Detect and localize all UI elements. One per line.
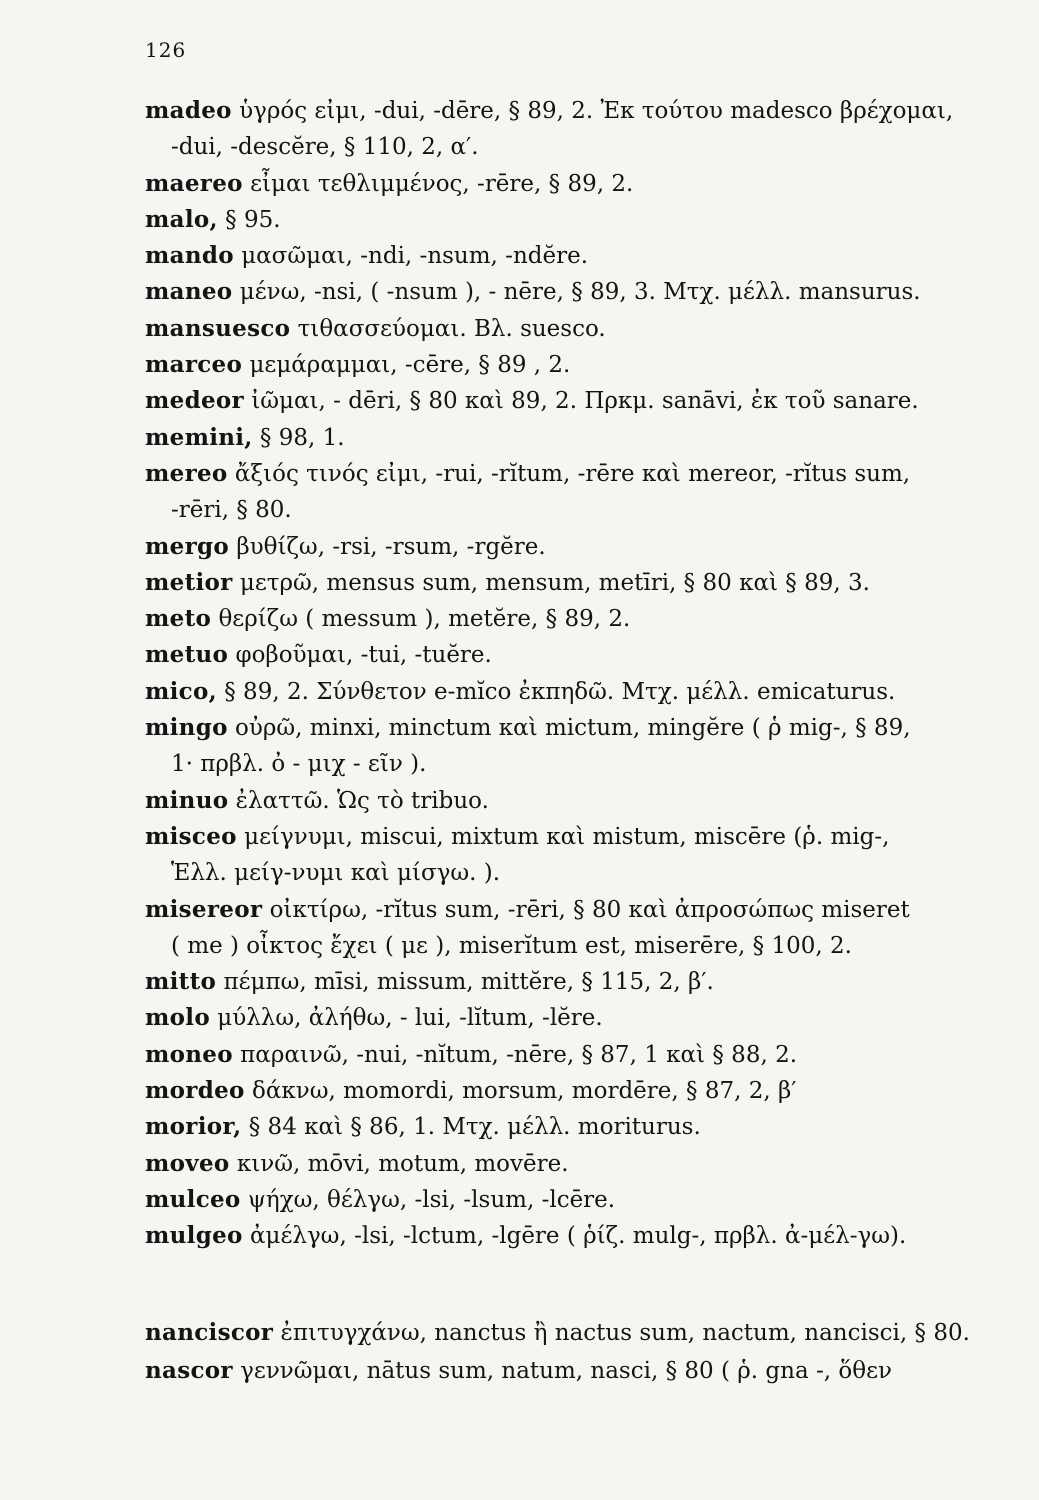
dictionary-entry: [145, 892, 1005, 928]
dictionary-entry: [145, 274, 1005, 310]
dictionary-entry: [145, 710, 1005, 746]
dictionary-entry: [145, 1315, 1005, 1351]
entry-headword: morior,: [145, 1113, 242, 1141]
dictionary-entry: [145, 202, 1005, 238]
entry-headword: mitto: [145, 968, 217, 996]
entry-definition: γεννῶμαι, nātus sum, natum, nasci, § 80 ( ῥ. gna -, ὅθεν: [232, 1357, 892, 1384]
entry-definition: πέμπω, mīsi, missum, mittĕre, § 115, 2, β′.: [216, 969, 714, 996]
entry-definition: ἐπιτυγχάνω, nanctus ἢ nactus sum, nactum, nancisci, § 80.: [273, 1319, 970, 1346]
entry-headword: misereor: [145, 895, 263, 923]
entry-headword: mergo: [145, 532, 230, 560]
dictionary-entry: [145, 783, 1005, 819]
entry-definition: δάκνω, momordi, morsum, mordēre, § 87, 2, β′: [244, 1078, 797, 1105]
entry-headword: molo: [145, 1004, 210, 1032]
dictionary-entry: [145, 674, 1005, 710]
entry-definition: εἶμαι τεθλιμμένος, -rēre, § 89, 2.: [242, 170, 634, 197]
entry-definition: μείγνυμι, miscui, mixtum καὶ mistum, miscēre (ῥ. mig-,: [236, 823, 890, 850]
dictionary-entry: [145, 93, 1005, 129]
dictionary-entry: [145, 819, 1005, 855]
dictionary-entry: [145, 1037, 1005, 1073]
entry-definition: ἐλαττῶ. Ὡς τὸ tribuo.: [228, 787, 489, 814]
entry-continuation: Ἑλλ. μείγ-νυμι καὶ μίσγω. ).: [171, 860, 501, 887]
entry-headword: mingo: [145, 714, 228, 742]
entry-definition: θερίζω ( messum ), metĕre, § 89, 2.: [211, 606, 631, 633]
entry-definition: οὐρῶ, minxi, minctum καὶ mictum, mingĕre ( ῥ mig-, § 89,: [227, 715, 911, 742]
entry-headword: mordeo: [145, 1077, 245, 1105]
dictionary-entry: [145, 166, 1005, 202]
entry-continuation: 1· πρβλ. ὀ - μιχ - εῖν ).: [171, 751, 427, 778]
page-number: 126: [145, 38, 187, 62]
entry-definition: ψήχω, θέλγω, -lsi, -lsum, -lcēre.: [240, 1186, 616, 1213]
entry-definition: ὑγρός εἰμι, -dui, -dēre, § 89, 2. Ἐκ τούτου madesco βρέχομαι,: [231, 98, 954, 124]
dictionary-entry: [145, 383, 1005, 419]
entry-headword: mereo: [145, 459, 228, 487]
entry-headword: marceo: [145, 351, 243, 379]
entry-definition: παραινῶ, -nui, -nĭtum, -nēre, § 87, 1 καὶ § 88, 2.: [232, 1041, 798, 1068]
entry-headword: metuo: [145, 641, 229, 669]
entry-definition: § 98, 1.: [252, 424, 345, 451]
entry-continuation: -rēri, § 80.: [171, 497, 292, 524]
entry-definition: οἰκτίρω, -rĭtus sum, -rēri, § 80 καὶ ἀπροσώπως miseret: [262, 896, 910, 923]
entry-definition: τιθασσεύομαι. Βλ. suesco.: [290, 315, 606, 342]
dictionary-entry: [145, 529, 1005, 565]
entry-headword: mulgeo: [145, 1222, 243, 1250]
dictionary-entry: [145, 565, 1005, 601]
dictionary-entry: [145, 1000, 1005, 1036]
entry-headword: nascor: [145, 1356, 233, 1384]
entry-headword: malo,: [145, 205, 218, 233]
entry-headword: moveo: [145, 1149, 230, 1177]
entry-definition: ἄξιός τινός εἰμι, -rui, -rĭtum, -rēre καὶ mereor, -rĭtus sum,: [227, 460, 911, 487]
entry-definition: μασῶμαι, -ndi, -nsum, -ndĕre.: [233, 243, 589, 270]
dictionary-entry: [145, 1351, 1005, 1391]
dictionary-entry: [145, 311, 1005, 347]
dictionary-entry: [145, 1182, 1005, 1218]
entry-headword: minuo: [145, 786, 229, 814]
dictionary-entry: [145, 601, 1005, 637]
entry-definition: μένω, -nsi, ( -nsum ), - nēre, § 89, 3. Μτχ. μέλλ. mansurus.: [232, 279, 921, 306]
dictionary-entry: [145, 1146, 1005, 1182]
dictionary-entry: [145, 456, 1005, 492]
dictionary-entry: [145, 637, 1005, 673]
entry-headword: maneo: [145, 278, 233, 306]
entry-definition: § 95.: [217, 206, 281, 233]
entry-list: [145, 93, 1005, 1391]
entry-headword: mansuesco: [145, 314, 291, 342]
dictionary-entry: [145, 1073, 1005, 1109]
entry-continuation: ( me ) οἶκτος ἔχει ( με ), miserĭtum est, miserēre, § 100, 2.: [171, 932, 852, 959]
dictionary-entry: [145, 1218, 1005, 1254]
entry-definition: § 84 καὶ § 86, 1. Μτχ. μέλλ. moriturus.: [241, 1114, 701, 1141]
entry-headword: misceo: [145, 822, 237, 850]
entry-definition: μύλλω, ἀλήθω, - lui, -lĭtum, -lĕre.: [209, 1005, 603, 1032]
entry-definition: βυθίζω, -rsi, -rsum, -rgĕre.: [229, 533, 546, 560]
entry-headword: mico,: [145, 677, 217, 705]
entry-headword: madeo: [145, 97, 232, 124]
entry-continuation: -dui, -descĕre, § 110, 2, α′.: [171, 134, 479, 161]
entry-headword: medeor: [145, 387, 244, 415]
entry-headword: mulceo: [145, 1185, 241, 1213]
dictionary-entry: [145, 1109, 1005, 1145]
entry-headword: metior: [145, 568, 233, 596]
entry-definition: κινῶ, mōvi, motum, movēre.: [229, 1150, 569, 1177]
entry-definition: φοβοῦμαι, -tui, -tuĕre.: [228, 642, 492, 669]
entry-headword: nanciscor: [145, 1318, 274, 1346]
entry-headword: maereo: [145, 169, 243, 197]
dictionary-entry: [145, 420, 1005, 456]
dictionary-entry: [145, 964, 1005, 1000]
entry-headword: moneo: [145, 1040, 233, 1068]
entry-definition: ἰῶμαι, - dēri, § 80 καὶ 89, 2. Πρκμ. sanāvi, ἐκ τοῦ sanare.: [243, 388, 919, 415]
section-gap: [145, 1255, 1005, 1315]
dictionary-entry: [145, 238, 1005, 274]
entry-headword: memini,: [145, 423, 253, 451]
entry-definition: μεμάραμμαι, -cēre, § 89 , 2.: [242, 352, 571, 379]
dictionary-entry: [145, 347, 1005, 383]
entry-definition: § 89, 2. Σύνθετον e-mĭco ἐκπηδῶ. Μτχ. μέλλ. emicaturus.: [216, 678, 896, 705]
entry-definition: μετρῶ, mensus sum, mensum, metīri, § 80 καὶ § 89, 3.: [232, 569, 870, 596]
entry-definition: ἀμέλγω, -lsi, -lctum, -lgēre ( ῥίζ. mulg-, πρβλ. ἀ-μέλ-γω).: [242, 1223, 907, 1250]
entry-headword: meto: [145, 605, 212, 633]
entry-headword: mando: [145, 242, 234, 270]
